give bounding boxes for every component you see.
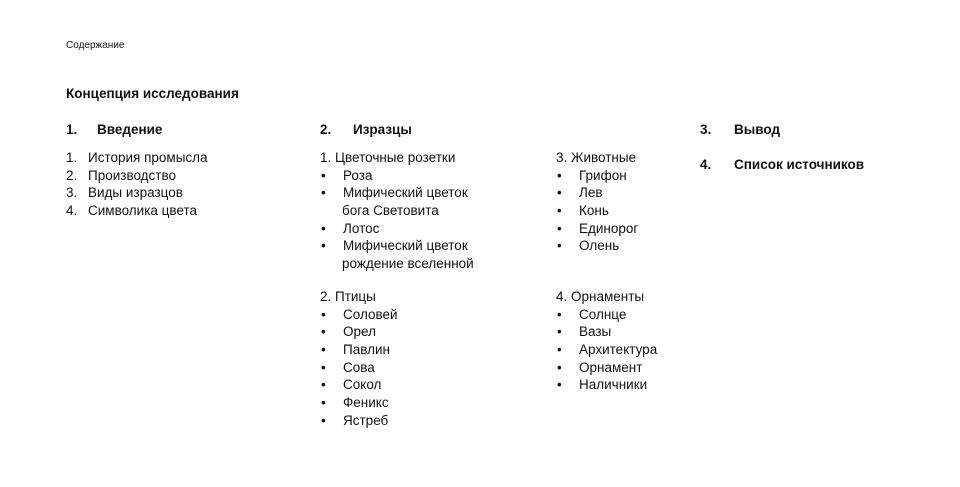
item-label: Орел	[343, 324, 376, 340]
item-label: Сова	[343, 359, 375, 375]
section-title: Список источников	[734, 157, 865, 172]
item-label: Мифический цветок	[343, 238, 468, 254]
item-label: История промысла	[88, 150, 208, 165]
list-item[interactable]	[556, 220, 638, 238]
list-item[interactable]	[320, 394, 398, 412]
group-heading[interactable]: 2. Птицы	[320, 289, 376, 304]
list-item[interactable]	[320, 184, 474, 202]
item-number: 1.	[66, 150, 78, 165]
item-label: Наличники	[579, 377, 648, 393]
list-item[interactable]	[320, 220, 474, 238]
section-heading-sources[interactable]	[700, 157, 864, 172]
bullet-icon: •	[321, 185, 326, 201]
list-item[interactable]	[556, 359, 657, 377]
list-item[interactable]	[320, 412, 398, 430]
bullet-icon: •	[321, 220, 326, 236]
item-number: 2.	[66, 167, 78, 183]
item-label: Солнце	[579, 306, 627, 322]
bullet-icon: •	[557, 377, 562, 393]
item-label: Архитектура	[579, 342, 658, 358]
section-heading-intro[interactable]	[66, 122, 162, 137]
section-number: 2.	[320, 122, 332, 137]
list-item[interactable]	[556, 167, 638, 185]
list-item[interactable]	[556, 323, 657, 341]
list-item[interactable]	[320, 306, 398, 324]
section-number: 4.	[700, 157, 712, 172]
item-label: Вазы	[579, 324, 612, 340]
bullet-icon: •	[557, 324, 562, 340]
list-item[interactable]	[66, 202, 208, 220]
bullet-icon: •	[557, 203, 562, 219]
item-label: Олень	[579, 238, 620, 254]
section-title: Введение	[97, 122, 163, 137]
page-title: Концепция исследования	[66, 86, 239, 101]
bullet-icon: •	[557, 306, 562, 322]
bullet-icon: •	[321, 342, 326, 358]
group-heading[interactable]: 1. Цветочные розетки	[320, 150, 456, 165]
intro-list	[66, 149, 208, 220]
item-label: Мифический цветок	[343, 185, 468, 201]
section-number: 3.	[700, 122, 712, 137]
section-heading-conclusion[interactable]	[700, 122, 780, 137]
section-title: Вывод	[734, 122, 781, 137]
item-label: Сокол	[343, 377, 382, 393]
bullet-icon: •	[321, 306, 326, 322]
list-item[interactable]	[556, 306, 657, 324]
item-label: Лотос	[343, 220, 380, 236]
list-item[interactable]	[66, 184, 208, 202]
item-label: Павлин	[343, 342, 390, 358]
bullet-icon: •	[321, 324, 326, 340]
group-flowers	[320, 149, 474, 273]
bullet-icon: •	[321, 412, 326, 428]
group-ornaments	[556, 288, 657, 394]
item-label: Ястреб	[343, 412, 389, 428]
group-heading[interactable]: 3. Животные	[556, 150, 637, 165]
section-title: Изразцы	[353, 122, 412, 137]
group-birds	[320, 288, 398, 430]
section-number: 1.	[66, 122, 78, 137]
list-item[interactable]	[556, 376, 657, 394]
bullet-icon: •	[557, 342, 562, 358]
bullet-icon: •	[321, 377, 326, 393]
bullet-icon: •	[321, 359, 326, 375]
item-label: Роза	[343, 167, 373, 183]
item-label-continuation: бога Световита	[342, 203, 439, 219]
item-label: Феникс	[343, 395, 389, 411]
bullet-icon: •	[321, 167, 326, 183]
group-heading[interactable]: 4. Орнаменты	[556, 289, 645, 304]
bullet-icon: •	[557, 185, 562, 201]
item-label: Конь	[579, 203, 609, 219]
list-item[interactable]	[320, 341, 398, 359]
item-number: 4.	[66, 203, 78, 219]
bullet-icon: •	[557, 238, 562, 254]
item-label: Орнамент	[579, 359, 643, 375]
bullet-icon: •	[557, 359, 562, 375]
bullet-icon: •	[557, 167, 562, 183]
item-label: Соловей	[343, 306, 398, 322]
list-item[interactable]	[556, 237, 638, 255]
list-item[interactable]	[556, 341, 657, 359]
item-label-continuation: рождение вселенной	[342, 256, 474, 272]
item-label: Символика цвета	[88, 203, 198, 219]
bullet-icon: •	[557, 220, 562, 236]
item-label: Виды изразцов	[88, 185, 183, 201]
item-number: 3.	[66, 185, 78, 201]
list-item[interactable]	[66, 167, 208, 185]
list-item[interactable]	[556, 202, 638, 220]
item-label: Производство	[88, 167, 177, 183]
item-label: Грифон	[579, 167, 627, 183]
bullet-icon: •	[321, 238, 326, 254]
list-item[interactable]	[320, 359, 398, 377]
list-item[interactable]	[320, 376, 398, 394]
header-label: Содержание	[66, 40, 125, 51]
list-item[interactable]	[320, 323, 398, 341]
group-animals	[556, 149, 638, 255]
list-item[interactable]	[66, 149, 208, 167]
list-item[interactable]	[556, 184, 638, 202]
item-label: Единорог	[579, 220, 639, 236]
section-heading-tiles[interactable]	[320, 122, 412, 137]
list-item[interactable]	[320, 237, 474, 255]
list-item[interactable]	[320, 167, 474, 185]
item-label: Лев	[579, 185, 603, 201]
bullet-icon: •	[321, 395, 326, 411]
